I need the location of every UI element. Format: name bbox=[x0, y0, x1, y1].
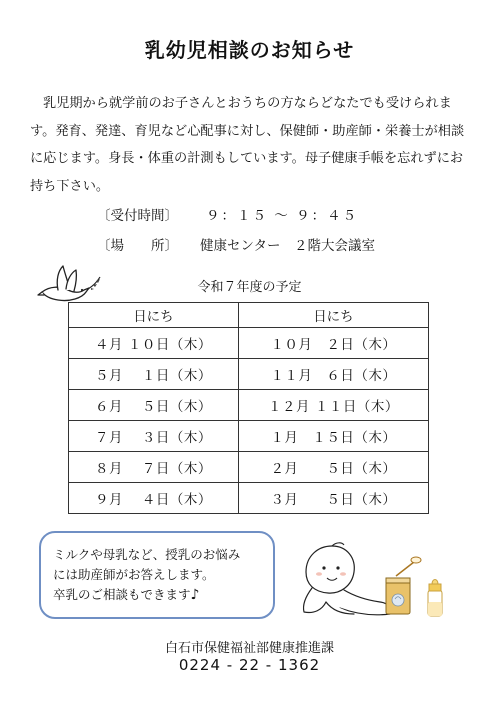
breastfeeding-info-box bbox=[39, 531, 275, 619]
reception-time-value: ９：１５ ～ ９：４５ bbox=[206, 208, 359, 224]
reception-time-row bbox=[97, 204, 358, 224]
table-cell: ６月 ５日（木） bbox=[69, 390, 239, 421]
table-cell: ４月 １０日（木） bbox=[69, 328, 239, 359]
table-cell: １１月 ６日（木） bbox=[238, 359, 428, 390]
place-row bbox=[97, 234, 375, 254]
table-row bbox=[69, 359, 429, 390]
table-header-row bbox=[69, 303, 429, 328]
footer-department: 白石市保健福祉部健康推進課 bbox=[164, 641, 334, 656]
table-cell: １月 １５日（木） bbox=[238, 421, 428, 452]
table-header-cell: 日にち bbox=[69, 303, 239, 328]
table-cell: ２月 ５日（木） bbox=[238, 452, 428, 483]
baby-with-milk-icon bbox=[292, 538, 452, 622]
table-cell: ７月 ３日（木） bbox=[69, 421, 239, 452]
place-value: 健康センター ２階大会議室 bbox=[200, 238, 375, 254]
bubble-line-3 bbox=[53, 585, 263, 605]
bubble-line-1: ミルクや母乳など、授乳のお悩み bbox=[53, 547, 241, 562]
table-cell: ８月 ７日（木） bbox=[69, 452, 239, 483]
music-note-icon: ♪ bbox=[190, 587, 200, 603]
table-row bbox=[69, 328, 429, 359]
table-row bbox=[69, 390, 429, 421]
bubble-line-3-text: 卒乳のご相談もできます bbox=[53, 587, 191, 602]
table-cell: ３月 ５日（木） bbox=[238, 483, 428, 514]
schedule-title: 令和７年度の予定 bbox=[197, 280, 302, 295]
table-cell: ５月 １日（木） bbox=[69, 359, 239, 390]
table-row bbox=[69, 452, 429, 483]
footer-phone: 0224 - 22 - 1362 bbox=[178, 656, 321, 674]
table-cell: １０月 ２日（木） bbox=[238, 328, 428, 359]
reception-time-label: 〔受付時間〕 bbox=[97, 208, 178, 224]
table-header-cell: 日にち bbox=[238, 303, 428, 328]
table-cell: ９月 ４日（木） bbox=[69, 483, 239, 514]
schedule-table bbox=[68, 302, 429, 514]
page-title: 乳幼児相談のお知らせ bbox=[144, 38, 355, 62]
table-row bbox=[69, 483, 429, 514]
table-row bbox=[69, 421, 429, 452]
place-label: 〔場 所〕 bbox=[97, 238, 178, 254]
bubble-line-2: には助産師がお答えします。 bbox=[53, 567, 215, 582]
table-cell: １２月 １１日（木） bbox=[238, 390, 428, 421]
intro-paragraph: 乳児期から就学前のお子さんとおうちの方ならどなたでも受けられます。発育、発達、育児など心配事に対し、保健師・助産師・栄養士が相談に応じます。身長・体重の計測もしています。母子健康手帳を忘れずにお持ち下さい。 bbox=[30, 96, 465, 194]
